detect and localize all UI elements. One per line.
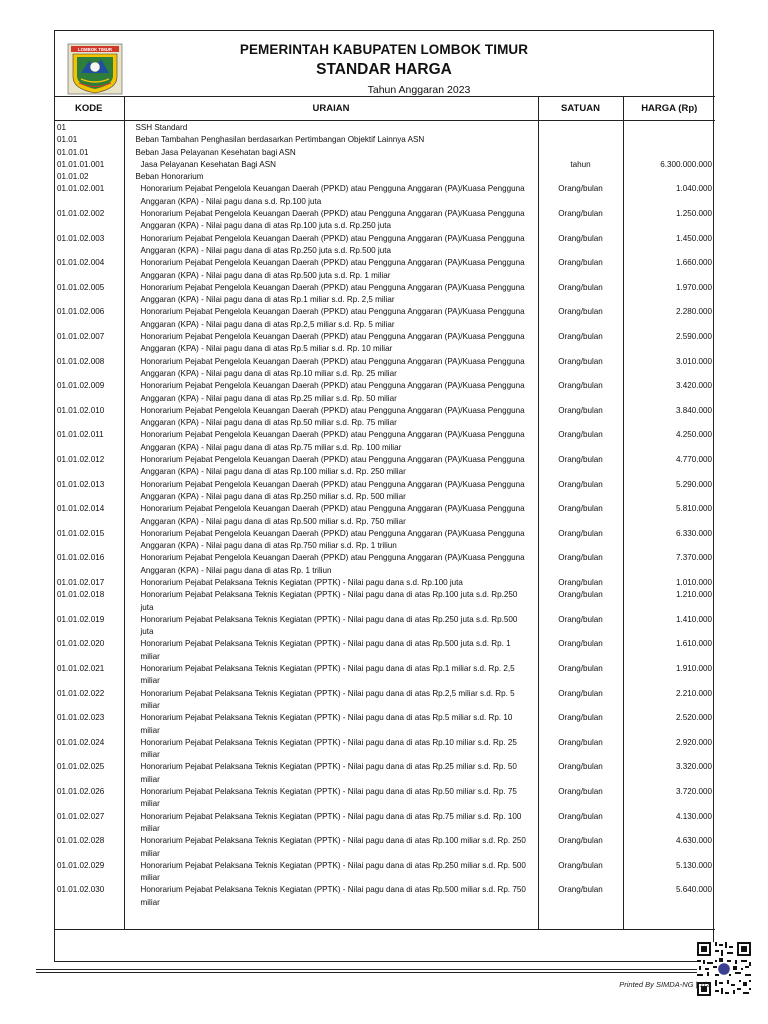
row-uraian: Beban Jasa Pelayanan Kesehatan bagi ASN: [124, 147, 538, 159]
row-satuan: [538, 147, 623, 159]
row-uraian: Honorarium Pejabat Pelaksana Teknis Kegiatan (PPTK) - Nilai pagu dana di atas Rp.2,5 miliar s.d. Rp. 5 miliar: [124, 688, 538, 713]
row-kode: 01.01.02.025: [57, 762, 105, 772]
row-satuan: Orang/bulan: [538, 528, 623, 553]
row-harga: 1.610.000: [675, 639, 712, 649]
filler-cell: [54, 909, 124, 930]
row-satuan: Orang/bulan: [538, 380, 623, 405]
table-row: [54, 737, 715, 762]
fiscal-year: Tahun Anggaran 2023: [367, 84, 471, 96]
row-uraian: Honorarium Pejabat Pelaksana Teknis Kegiatan (PPTK) - Nilai pagu dana di atas Rp.250 juta s.d. Rp.500 juta: [124, 614, 538, 639]
table-row: [54, 405, 715, 430]
row-kode: 01.01.02.026: [57, 787, 105, 797]
row-harga: 3.320.000: [675, 762, 712, 772]
row-satuan: [538, 121, 623, 135]
row-satuan: Orang/bulan: [538, 737, 623, 762]
row-satuan: Orang/bulan: [538, 356, 623, 381]
table-header-row: [54, 97, 715, 121]
row-uraian: Honorarium Pejabat Pelaksana Teknis Kegiatan (PPTK) - Nilai pagu dana di atas Rp.250 miliar s.d. Rp. 500 miliar: [124, 860, 538, 885]
column-header-harga: HARGA (Rp): [623, 97, 715, 121]
table-row: [54, 306, 715, 331]
row-uraian: Honorarium Pejabat Pengelola Keuangan Daerah (PPKD) atau Pengguna Anggaran (PA)/Kuasa Pengguna Anggaran (KPA) - Nilai pagu dana di atas Rp.50 miliar s.d. Rp. 75 miliar: [124, 405, 538, 430]
row-kode: 01.01.02.028: [57, 836, 105, 846]
row-harga: 2.280.000: [675, 307, 712, 317]
row-uraian: Honorarium Pejabat Pelaksana Teknis Kegiatan (PPTK) - Nilai pagu dana di atas Rp.100 miliar s.d. Rp. 250 miliar: [124, 835, 538, 860]
row-kode: 01.01.02.017: [57, 577, 105, 587]
document-header: [55, 31, 713, 99]
row-kode: 01.01.02.022: [57, 688, 105, 698]
row-uraian: Honorarium Pejabat Pengelola Keuangan Daerah (PPKD) atau Pengguna Anggaran (PA)/Kuasa Pengguna Anggaran (KPA) - Nilai pagu dana s.d. Rp.100 juta: [124, 183, 538, 208]
document-frame: [54, 30, 714, 962]
row-satuan: Orang/bulan: [538, 811, 623, 836]
row-kode: 01.01.02.030: [57, 885, 105, 895]
row-satuan: tahun: [538, 159, 623, 171]
row-satuan: Orang/bulan: [538, 786, 623, 811]
row-uraian: Honorarium Pejabat Pengelola Keuangan Daerah (PPKD) atau Pengguna Anggaran (PA)/Kuasa Pengguna Anggaran (KPA) - Nilai pagu dana di atas Rp.1 miliar s.d. Rp. 2,5 miliar: [124, 282, 538, 307]
table-row: [54, 577, 715, 589]
row-harga: 1.970.000: [675, 282, 712, 292]
row-harga: 1.410.000: [675, 614, 712, 624]
row-kode: 01.01.02.012: [57, 455, 105, 465]
document-title: STANDAR HARGA: [316, 61, 452, 78]
row-uraian: Honorarium Pejabat Pengelola Keuangan Daerah (PPKD) atau Pengguna Anggaran (PA)/Kuasa Pengguna Anggaran (KPA) - Nilai pagu dana di atas Rp.100 miliar s.d. Rp. 250 miliar: [124, 454, 538, 479]
row-harga: 3.010.000: [675, 356, 712, 366]
row-kode: 01.01.02.015: [57, 528, 105, 538]
row-satuan: Orang/bulan: [538, 552, 623, 577]
table-row: [54, 454, 715, 479]
row-harga: 1.010.000: [675, 577, 712, 587]
row-uraian: Honorarium Pejabat Pelaksana Teknis Kegiatan (PPTK) - Nilai pagu dana di atas Rp.50 miliar s.d. Rp. 75 miliar: [124, 786, 538, 811]
row-harga: 1.660.000: [675, 258, 712, 268]
row-satuan: Orang/bulan: [538, 577, 623, 589]
row-uraian: Honorarium Pejabat Pengelola Keuangan Daerah (PPKD) atau Pengguna Anggaran (PA)/Kuasa Pengguna Anggaran (KPA) - Nilai pagu dana di atas Rp.25 miliar s.d. Rp. 50 miliar: [124, 380, 538, 405]
row-kode: 01.01: [57, 135, 78, 145]
row-uraian: Honorarium Pejabat Pengelola Keuangan Daerah (PPKD) atau Pengguna Anggaran (PA)/Kuasa Pengguna Anggaran (KPA) - Nilai pagu dana di atas Rp.250 miliar s.d. Rp. 500 miliar: [124, 479, 538, 504]
row-uraian: Honorarium Pejabat Pengelola Keuangan Daerah (PPKD) atau Pengguna Anggaran (PA)/Kuasa Pengguna Anggaran (KPA) - Nilai pagu dana di atas Rp.250 juta s.d. Rp.500 juta: [124, 233, 538, 258]
table-row: [54, 638, 715, 663]
table-row: [54, 257, 715, 282]
row-harga: 4.770.000: [675, 455, 712, 465]
row-satuan: Orang/bulan: [538, 589, 623, 614]
row-kode: 01.01.02.014: [57, 504, 105, 514]
table-row: [54, 356, 715, 381]
table-row: [54, 860, 715, 885]
row-satuan: Orang/bulan: [538, 479, 623, 504]
row-satuan: Orang/bulan: [538, 503, 623, 528]
table-row: [54, 429, 715, 454]
row-kode: 01.01.02.018: [57, 590, 105, 600]
row-kode: 01.01.01.001: [57, 159, 105, 169]
row-harga: 3.720.000: [675, 787, 712, 797]
table-row: [54, 331, 715, 356]
row-harga: 1.210.000: [675, 590, 712, 600]
row-uraian: Honorarium Pejabat Pelaksana Teknis Kegiatan (PPTK) - Nilai pagu dana di atas Rp.75 miliar s.d. Rp. 100 miliar: [124, 811, 538, 836]
row-kode: 01.01.02.023: [57, 713, 105, 723]
footer-rule: [36, 969, 736, 970]
row-satuan: Orang/bulan: [538, 688, 623, 713]
row-harga: 5.640.000: [675, 885, 712, 895]
price-standard-table: [54, 96, 715, 930]
row-kode: 01: [57, 123, 67, 132]
table-body: [54, 121, 715, 930]
row-uraian: Honorarium Pejabat Pengelola Keuangan Daerah (PPKD) atau Pengguna Anggaran (PA)/Kuasa Pengguna Anggaran (KPA) - Nilai pagu dana di atas Rp.5 miliar s.d. Rp. 10 miliar: [124, 331, 538, 356]
row-uraian: Honorarium Pejabat Pelaksana Teknis Kegiatan (PPTK) - Nilai pagu dana s.d. Rp.100 juta: [124, 577, 538, 589]
row-uraian: Honorarium Pejabat Pelaksana Teknis Kegiatan (PPTK) - Nilai pagu dana di atas Rp.25 miliar s.d. Rp. 50 miliar: [124, 761, 538, 786]
row-kode: 01.01.02.016: [57, 553, 105, 563]
row-harga: [623, 171, 715, 183]
row-uraian: SSH Standard: [124, 121, 538, 135]
row-kode: 01.01.02.011: [57, 430, 104, 440]
row-uraian: Honorarium Pejabat Pelaksana Teknis Kegiatan (PPTK) - Nilai pagu dana di atas Rp.5 miliar s.d. Rp. 10 miliar: [124, 712, 538, 737]
table-row: [54, 835, 715, 860]
filler-cell: [538, 909, 623, 930]
row-uraian: Honorarium Pejabat Pengelola Keuangan Daerah (PPKD) atau Pengguna Anggaran (PA)/Kuasa Pengguna Anggaran (KPA) - Nilai pagu dana di atas Rp.10 miliar s.d. Rp. 25 miliar: [124, 356, 538, 381]
table-row: [54, 503, 715, 528]
row-kode: 01.01.02: [57, 172, 89, 182]
row-harga: 4.130.000: [675, 811, 712, 821]
table-row: [54, 786, 715, 811]
row-harga: 5.290.000: [675, 479, 712, 489]
row-satuan: Orang/bulan: [538, 233, 623, 258]
row-satuan: Orang/bulan: [538, 208, 623, 233]
footer-rule: [36, 972, 736, 973]
row-satuan: Orang/bulan: [538, 257, 623, 282]
row-harga: 3.840.000: [675, 405, 712, 415]
row-satuan: Orang/bulan: [538, 306, 623, 331]
row-kode: 01.01.02.001: [57, 184, 105, 194]
row-satuan: Orang/bulan: [538, 454, 623, 479]
row-harga: 4.250.000: [675, 430, 712, 440]
row-satuan: Orang/bulan: [538, 282, 623, 307]
row-satuan: Orang/bulan: [538, 663, 623, 688]
table-row: [54, 282, 715, 307]
row-harga: 2.590.000: [675, 332, 712, 342]
table-row: [54, 688, 715, 713]
row-satuan: Orang/bulan: [538, 429, 623, 454]
row-harga: 6.330.000: [675, 528, 712, 538]
row-satuan: Orang/bulan: [538, 712, 623, 737]
printed-by-footer: Printed By SIMDA-NG | 1/2: [619, 980, 710, 989]
row-harga: 1.040.000: [675, 184, 712, 194]
table-row: [54, 121, 715, 135]
row-kode: 01.01.02.007: [57, 332, 105, 342]
row-harga: 2.920.000: [675, 737, 712, 747]
table-row: [54, 552, 715, 577]
table-row: [54, 159, 715, 171]
table-row: [54, 479, 715, 504]
table-row: [54, 528, 715, 553]
row-kode: 01.01.02.021: [57, 664, 105, 674]
table-row: [54, 761, 715, 786]
row-satuan: Orang/bulan: [538, 638, 623, 663]
row-uraian: Honorarium Pejabat Pelaksana Teknis Kegiatan (PPTK) - Nilai pagu dana di atas Rp.500 miliar s.d. Rp. 750 miliar: [124, 884, 538, 909]
row-uraian: Honorarium Pejabat Pelaksana Teknis Kegiatan (PPTK) - Nilai pagu dana di atas Rp.100 juta s.d. Rp.250 juta: [124, 589, 538, 614]
row-harga: 5.130.000: [675, 860, 712, 870]
row-satuan: [538, 171, 623, 183]
table-row: [54, 233, 715, 258]
row-satuan: Orang/bulan: [538, 860, 623, 885]
row-kode: 01.01.02.004: [57, 258, 105, 268]
table-row: [54, 147, 715, 159]
table-row: [54, 614, 715, 639]
row-kode: 01.01.02.010: [57, 405, 105, 415]
column-header-kode: KODE: [54, 97, 124, 121]
row-kode: 01.01.02.020: [57, 639, 105, 649]
government-title: PEMERINTAH KABUPATEN LOMBOK TIMUR: [239, 42, 529, 57]
row-satuan: Orang/bulan: [538, 405, 623, 430]
column-header-satuan: SATUAN: [538, 97, 623, 121]
table-row: [54, 183, 715, 208]
row-harga: 2.210.000: [675, 688, 712, 698]
row-kode: 01.01.01: [57, 147, 89, 157]
row-kode: 01.01.02.005: [57, 282, 105, 292]
row-uraian: Honorarium Pejabat Pengelola Keuangan Daerah (PPKD) atau Pengguna Anggaran (PA)/Kuasa Pengguna Anggaran (KPA) - Nilai pagu dana di atas Rp.100 juta s.d. Rp.250 juta: [124, 208, 538, 233]
row-satuan: Orang/bulan: [538, 884, 623, 909]
row-harga: 3.420.000: [675, 381, 712, 391]
row-harga: 7.370.000: [675, 553, 712, 563]
row-kode: 01.01.02.002: [57, 209, 105, 219]
row-harga: 2.520.000: [675, 713, 712, 723]
row-uraian: Honorarium Pejabat Pengelola Keuangan Daerah (PPKD) atau Pengguna Anggaran (PA)/Kuasa Pengguna Anggaran (KPA) - Nilai pagu dana di atas Rp.2,5 miliar s.d. Rp. 5 miliar: [124, 306, 538, 331]
logo-text: LOMBOK TIMUR: [78, 47, 112, 52]
filler-cell: [124, 909, 538, 930]
table-row: [54, 884, 715, 909]
table-row: [54, 589, 715, 614]
row-uraian: Beban Honorarium: [124, 171, 538, 183]
row-uraian: Honorarium Pejabat Pengelola Keuangan Daerah (PPKD) atau Pengguna Anggaran (PA)/Kuasa Pengguna Anggaran (KPA) - Nilai pagu dana di atas Rp.75 miliar s.d. Rp. 100 miliar: [124, 429, 538, 454]
table-row: [54, 134, 715, 146]
row-kode: 01.01.02.024: [57, 737, 105, 747]
table-row: [54, 171, 715, 183]
row-uraian: Honorarium Pejabat Pengelola Keuangan Daerah (PPKD) atau Pengguna Anggaran (PA)/Kuasa Pengguna Anggaran (KPA) - Nilai pagu dana di atas Rp. 1 triliun: [124, 552, 538, 577]
row-satuan: Orang/bulan: [538, 761, 623, 786]
column-header-uraian: URAIAN: [124, 97, 538, 121]
table-row: [54, 712, 715, 737]
row-satuan: Orang/bulan: [538, 614, 623, 639]
table-row: [54, 663, 715, 688]
row-kode: 01.01.02.003: [57, 233, 105, 243]
row-harga: [623, 134, 715, 146]
row-satuan: [538, 134, 623, 146]
row-uraian: Honorarium Pejabat Pengelola Keuangan Daerah (PPKD) atau Pengguna Anggaran (PA)/Kuasa Pengguna Anggaran (KPA) - Nilai pagu dana di atas Rp.750 miliar s.d. Rp. 1 triliun: [124, 528, 538, 553]
row-satuan: Orang/bulan: [538, 183, 623, 208]
table-row: [54, 380, 715, 405]
table-filler-row: [54, 909, 715, 930]
row-harga: [623, 147, 715, 159]
row-kode: 01.01.02.013: [57, 479, 105, 489]
row-uraian: Honorarium Pejabat Pelaksana Teknis Kegiatan (PPTK) - Nilai pagu dana di atas Rp.10 miliar s.d. Rp. 25 miliar: [124, 737, 538, 762]
row-harga: [623, 121, 715, 135]
row-kode: 01.01.02.008: [57, 356, 105, 366]
row-harga: 6.300.000.000: [660, 159, 712, 169]
row-satuan: Orang/bulan: [538, 835, 623, 860]
row-harga: 4.630.000: [675, 836, 712, 846]
row-kode: 01.01.02.006: [57, 307, 105, 317]
table-row: [54, 208, 715, 233]
row-uraian: Honorarium Pejabat Pengelola Keuangan Daerah (PPKD) atau Pengguna Anggaran (PA)/Kuasa Pengguna Anggaran (KPA) - Nilai pagu dana di atas Rp.500 miliar s.d. Rp. 750 miliar: [124, 503, 538, 528]
row-harga: 1.250.000: [675, 209, 712, 219]
row-uraian: Jasa Pelayanan Kesehatan Bagi ASN: [124, 159, 538, 171]
row-uraian: Beban Tambahan Penghasilan berdasarkan Pertimbangan Objektif Lainnya ASN: [124, 134, 538, 146]
row-satuan: Orang/bulan: [538, 331, 623, 356]
row-kode: 01.01.02.009: [57, 381, 105, 391]
row-harga: 1.450.000: [675, 233, 712, 243]
row-harga: 5.810.000: [675, 504, 712, 514]
row-kode: 01.01.02.019: [57, 614, 105, 624]
row-kode: 01.01.02.029: [57, 860, 105, 870]
row-uraian: Honorarium Pejabat Pelaksana Teknis Kegiatan (PPTK) - Nilai pagu dana di atas Rp.500 juta s.d. Rp. 1 miliar: [124, 638, 538, 663]
filler-cell: [623, 909, 715, 930]
row-uraian: Honorarium Pejabat Pengelola Keuangan Daerah (PPKD) atau Pengguna Anggaran (PA)/Kuasa Pengguna Anggaran (KPA) - Nilai pagu dana di atas Rp.500 juta s.d. Rp. 1 miliar: [124, 257, 538, 282]
row-kode: 01.01.02.027: [57, 811, 105, 821]
table-row: [54, 811, 715, 836]
row-uraian: Honorarium Pejabat Pelaksana Teknis Kegiatan (PPTK) - Nilai pagu dana di atas Rp.1 miliar s.d. Rp. 2,5 miliar: [124, 663, 538, 688]
row-harga: 1.910.000: [675, 664, 712, 674]
